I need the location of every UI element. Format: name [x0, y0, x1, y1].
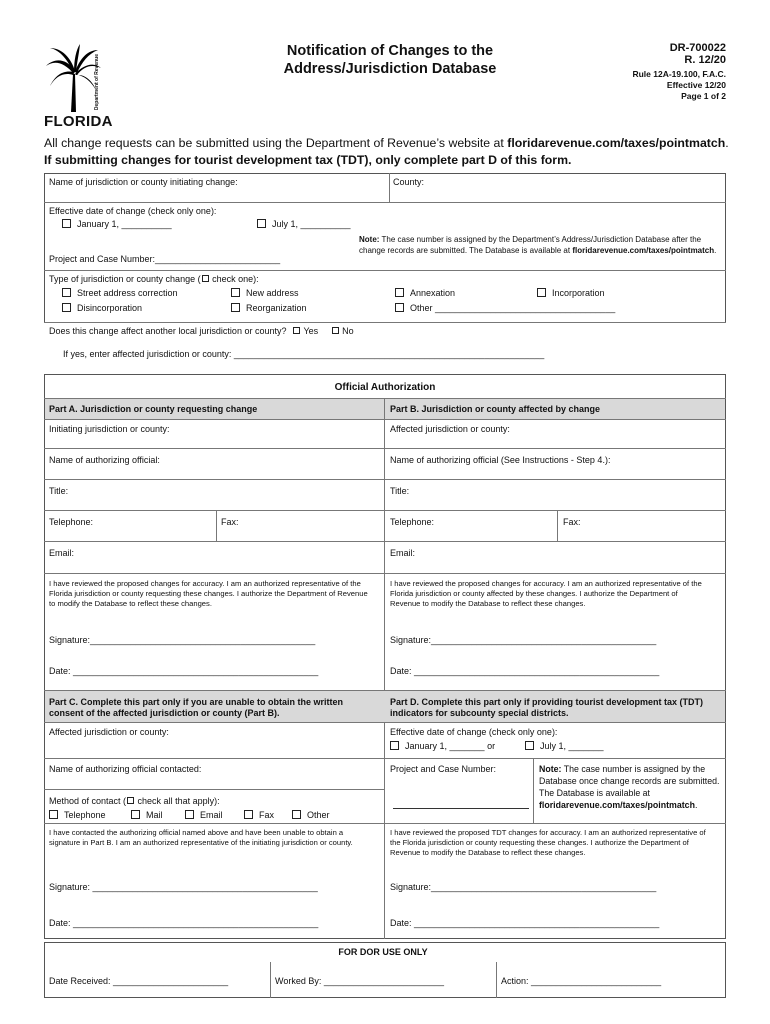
disincorporation-label: Disincorporation — [77, 303, 143, 313]
part-d-project-field[interactable] — [393, 808, 529, 809]
part-b-fax-label: Fax: — [563, 517, 581, 527]
intro-url[interactable]: floridarevenue.com/taxes/pointmatch — [507, 136, 726, 150]
part-d-january-checkbox[interactable] — [390, 741, 399, 750]
affected-jurisdiction-field[interactable]: If yes, enter affected jurisdiction or county: ______________________________________________________________ — [63, 349, 545, 359]
part-b-email-label: Email: — [390, 548, 416, 558]
form-meta — [632, 42, 726, 102]
reorganization-label: Reorganization — [246, 303, 307, 313]
mail-checkbox[interactable] — [131, 810, 140, 819]
yes-checkbox[interactable] — [293, 327, 300, 334]
telephone-method-label: Telephone — [64, 810, 106, 820]
note-url[interactable]: floridarevenue.com/taxes/pointmatch — [572, 245, 715, 255]
type-label-end: check one): — [209, 274, 259, 284]
jurisdiction-name-label: Name of jurisdiction or county initiating change: — [49, 177, 238, 187]
affected-jurisdiction-label: Affected jurisdiction or county: — [390, 424, 510, 434]
part-a-official-label: Name of authorizing official: — [49, 455, 160, 465]
july-label: July 1, __________ — [272, 219, 351, 229]
street-label: Street address correction — [77, 288, 178, 298]
part-a-certification: I have reviewed the proposed changes for accuracy. I am an authorized representative of the Florida jurisdiction or county requesting these changes. I authorize the Department of Revenue to modify the Database to reflect these changes. — [49, 579, 368, 608]
part-a-title-label: Title: — [49, 486, 69, 496]
part-d-note — [539, 763, 723, 811]
intro-period: . — [725, 136, 729, 150]
revision: R. 12/20 — [684, 54, 726, 66]
part-d-july-label: July 1, _______ — [540, 741, 604, 751]
incorporation-checkbox[interactable] — [537, 288, 546, 297]
part-a-date[interactable]: Date: _________________________________________________ — [49, 666, 319, 676]
part-b-title-label: Title: — [390, 486, 410, 496]
fax-checkbox[interactable] — [244, 810, 253, 819]
annexation-checkbox[interactable] — [395, 288, 404, 297]
january-label: January 1, __________ — [77, 219, 172, 229]
part-b-signature[interactable]: Signature:_____________________________________________ — [390, 635, 657, 645]
part-c-affected-label: Affected jurisdiction or county: — [49, 727, 169, 737]
part-d-note-url[interactable]: floridarevenue.com/taxes/pointmatch — [539, 800, 695, 810]
part-c-certification: I have contacted the authorizing official named above and have been unable to obtain a signature in Part B. I am an authorized representative of the initiating jurisdiction or county. — [49, 828, 353, 847]
part-c-official-label: Name of authorizing official contacted: — [49, 764, 202, 774]
worked-by-field[interactable]: Worked By: ________________________ — [275, 976, 444, 986]
new-address-label: New address — [246, 288, 299, 298]
form-number: DR-700022 — [669, 42, 726, 54]
effective-date: Effective 12/20 — [666, 80, 726, 90]
part-b-official-label: Name of authorizing official (See Instructions - Step 4.): — [390, 455, 611, 465]
july-checkbox[interactable] — [257, 219, 266, 228]
page-number: Page 1 of 2 — [681, 91, 726, 101]
part-a-header: Part A. Jurisdiction or county requesting change — [49, 404, 258, 414]
note-label: Note: — [359, 235, 380, 244]
incorporation-label: Incorporation — [552, 288, 605, 298]
yes-label: Yes — [303, 326, 319, 336]
logo-text: FLORIDA — [44, 113, 113, 130]
date-received-field[interactable]: Date Received: _______________________ — [49, 976, 229, 986]
part-d-january-label: January 1, _______ or — [405, 741, 496, 751]
email-checkbox[interactable] — [185, 810, 194, 819]
part-c-date[interactable]: Date: _________________________________________________ — [49, 918, 319, 928]
rule: Rule 12A-19.100, F.A.C. — [632, 69, 726, 79]
part-d-july-checkbox[interactable] — [525, 741, 534, 750]
project-case-number[interactable]: Project and Case Number:_________________________ — [49, 254, 281, 264]
type-of-change-label — [49, 274, 259, 284]
part-b-certification: I have reviewed the proposed changes for accuracy. I am an authorized representative of the Florida jurisdiction or county affected by these changes. I authorize the Department of Revenue to modify the Database to reflect these changes. — [390, 579, 702, 608]
form-title-line1: Notification of Changes to the — [286, 43, 494, 59]
part-c-signature[interactable]: Signature: _____________________________________________ — [49, 882, 318, 892]
disincorporation-checkbox[interactable] — [62, 303, 71, 312]
form-title-line2: Address/Jurisdiction Database — [283, 61, 497, 77]
part-d-note-end: . — [694, 800, 698, 810]
method-label-start: Method of contact ( — [49, 796, 127, 806]
part-a-fax-label: Fax: — [221, 517, 239, 527]
part-d-project-label: Project and Case Number: — [390, 764, 497, 774]
intro-text: All change requests can be submitted using the Department of Revenue’s website at — [44, 136, 508, 150]
official-authorization-title: Official Authorization — [334, 382, 436, 393]
checkbox-glyph-icon — [202, 275, 209, 282]
county-label: County: — [393, 177, 425, 187]
other-method-checkbox[interactable] — [292, 810, 301, 819]
email-method-label: Email — [200, 810, 223, 820]
case-number-note — [359, 235, 719, 256]
telephone-checkbox[interactable] — [49, 810, 58, 819]
no-checkbox[interactable] — [332, 327, 339, 334]
part-a-telephone-label: Telephone: — [49, 517, 94, 527]
affect-question — [49, 326, 354, 336]
other-checkbox[interactable] — [395, 303, 404, 312]
reorganization-checkbox[interactable] — [231, 303, 240, 312]
intro-line1 — [44, 136, 729, 150]
other-method-label: Other — [307, 810, 330, 820]
part-c-header: Part C. Complete this part only if you are unable to obtain the written consent of the affected jurisdiction or county (Part B). — [49, 697, 344, 718]
part-a-email-label: Email: — [49, 548, 75, 558]
checkbox-glyph-icon — [127, 797, 134, 804]
part-d-note-text: The case number is assigned by the Database once change records are submitted. The Database is available at — [539, 764, 720, 798]
part-d-note-label: Note: — [539, 764, 562, 774]
part-d-effective-label: Effective date of change (check only one): — [390, 727, 558, 737]
action-field[interactable]: Action: __________________________ — [501, 976, 662, 986]
part-b-telephone-label: Telephone: — [390, 517, 435, 527]
annexation-label: Annexation — [410, 288, 456, 298]
dor-use-title: FOR DOR USE ONLY — [338, 947, 428, 957]
new-address-checkbox[interactable] — [231, 288, 240, 297]
note-end: . — [714, 245, 717, 255]
logo-side-text: Department of Revenue — [94, 54, 100, 111]
mail-method-label: Mail — [146, 810, 163, 820]
part-a-signature[interactable]: Signature:_____________________________________________ — [49, 635, 316, 645]
intro-line2: If submitting changes for tourist development tax (TDT), only complete part D of this form. — [44, 153, 572, 167]
part-d-header: Part D. Complete this part only if providing tourist development tax (TDT) indicators for subcounty special districts. — [390, 697, 704, 718]
affect-label: Does this change affect another local jurisdiction or county? — [49, 326, 287, 336]
initiating-jurisdiction-label: Initiating jurisdiction or county: — [49, 424, 170, 434]
effective-date-label: Effective date of change (check only one): — [49, 206, 217, 216]
part-d-signature[interactable]: Signature:_____________________________________________ — [390, 882, 657, 892]
note-text: The case number is assigned by the Department’s Address/Jurisdiction Database after the change records are submitted. The Database is available at — [359, 235, 702, 255]
january-checkbox[interactable] — [62, 219, 71, 228]
part-d-certification: I have reviewed the proposed TDT changes for accuracy. I am an authorized representative of the Florida jurisdiction or county requesting these changes. I authorize the Department of Revenue to modify the Database to reflect these changes. — [390, 828, 706, 857]
method-label-end: check all that apply): — [135, 796, 220, 806]
part-c-method-label — [49, 796, 220, 806]
other-label[interactable]: Other ____________________________________ — [410, 303, 616, 313]
form-title — [270, 42, 510, 78]
part-b-date[interactable]: Date: _________________________________________________ — [390, 666, 660, 676]
part-d-date[interactable]: Date: _________________________________________________ — [390, 918, 660, 928]
no-label: No — [342, 326, 354, 336]
street-checkbox[interactable] — [62, 288, 71, 297]
type-label-start: Type of jurisdiction or county change ( — [49, 274, 201, 284]
part-b-header: Part B. Jurisdiction or county affected by change — [390, 404, 601, 414]
fax-method-label: Fax — [259, 810, 275, 820]
